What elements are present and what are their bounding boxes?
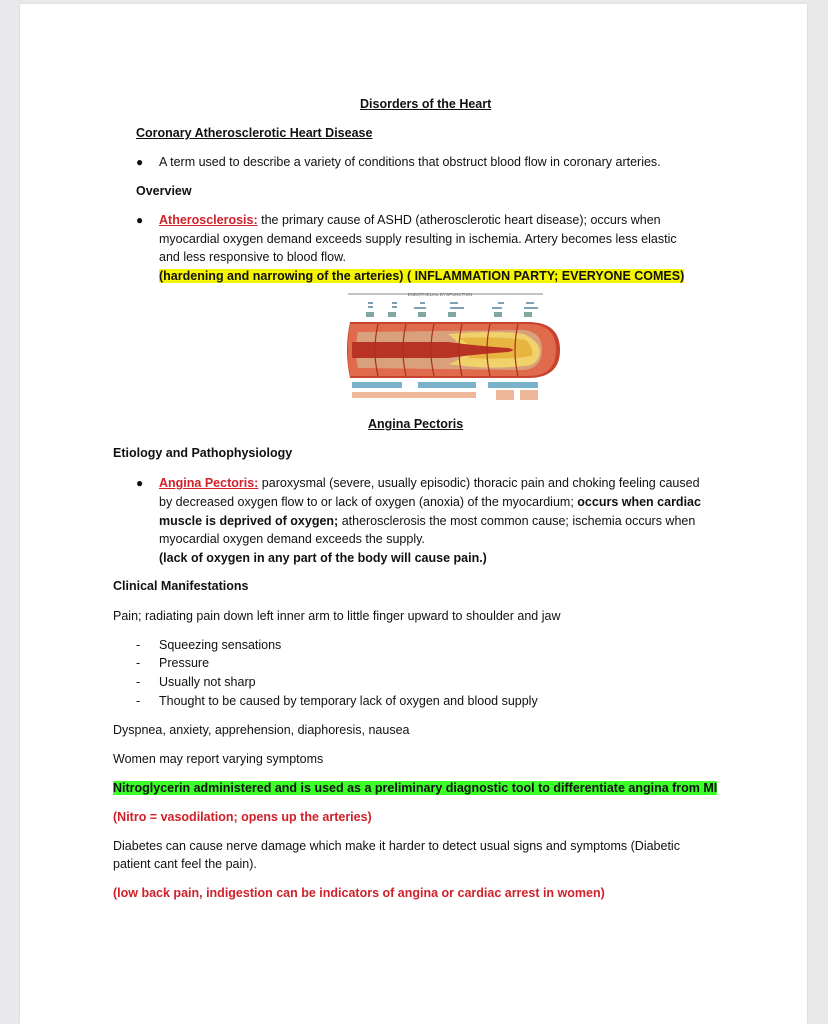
women-symptoms-line: Women may report varying symptoms [113,752,324,766]
figure-caption: Angina Pectoris [368,417,464,431]
page-title: Disorders of the Heart [360,97,492,111]
nitro-highlight: Nitroglycerin administered and is used as a preliminary diagnostic tool to differentiate angina from MI [113,781,718,795]
document-page [20,4,807,1024]
angina-line-1: Angina Pectoris: paroxysmal (severe, usually episodic) thoracic pain and choking feeling caused [159,476,700,490]
symptoms-line: Dyspnea, anxiety, apprehension, diaphoresis, nausea [113,723,410,737]
bullet-ashd-definition: A term used to describe a variety of conditions that obstruct blood flow in coronary arteries. [159,155,661,169]
dash-icon: - [136,656,141,670]
figure-top-label: ENDOTHELIAL DYSFUNCTION [407,292,473,297]
angina-line-3: muscle is deprived of oxygen; atherosclerosis the most common cause; ischemia occurs when [159,514,696,528]
diabetes-line-2: patient cant feel the pain). [113,857,257,871]
list-item: Pressure [159,656,210,670]
list-item: Thought to be caused by temporary lack of oxygen and blood supply [159,694,538,708]
dash-icon: - [136,694,141,708]
atherosclerosis-line-1: Atherosclerosis: the primary cause of ASHD (atherosclerotic heart disease); occurs when [159,213,661,227]
bullet-icon: ● [136,155,144,169]
list-item: Squeezing sensations [159,638,282,652]
dash-icon: - [136,638,141,652]
atherosclerosis-line-3: and less responsive to blood flow. [159,250,346,264]
angina-term: Angina Pectoris: [159,476,259,490]
clinical-heading: Clinical Manifestations [113,579,249,593]
atherosclerosis-term: Atherosclerosis: [159,213,258,227]
angina-note: (lack of oxygen in any part of the body will cause pain.) [159,551,487,565]
list-item: Usually not sharp [159,675,256,689]
bullet-icon: ● [136,476,144,490]
nitro-note: (Nitro = vasodilation; opens up the arteries) [113,810,372,824]
angina-line-4: myocardial oxygen demand exceeds the supply. [159,532,425,546]
bullet-icon: ● [136,213,144,227]
artery-diagram-image [328,286,560,408]
atherosclerosis-line-2: myocardial oxygen demand exceeds supply resulting in ischemia. Artery becomes less elastic [159,232,677,246]
dash-icon: - [136,675,141,689]
atherosclerosis-highlight: (hardening and narrowing of the arteries) ( INFLAMMATION PARTY; EVERYONE COMES) [159,269,685,283]
women-indicators-note: (low back pain, indigestion can be indicators of angina or cardiac arrest in women) [113,886,605,900]
angina-line-2: by decreased oxygen flow to or lack of oxygen (anoxia) of the myocardium; occurs when cardiac [159,495,701,509]
pain-line: Pain; radiating pain down left inner arm to little finger upward to shoulder and jaw [113,609,561,623]
overview-heading: Overview [136,184,192,198]
etiology-heading: Etiology and Pathophysiology [113,446,293,460]
diabetes-line-1: Diabetes can cause nerve damage which make it harder to detect usual signs and symptoms (Diabetic [113,839,680,853]
section-heading-ashd: Coronary Atherosclerotic Heart Disease [136,126,373,140]
